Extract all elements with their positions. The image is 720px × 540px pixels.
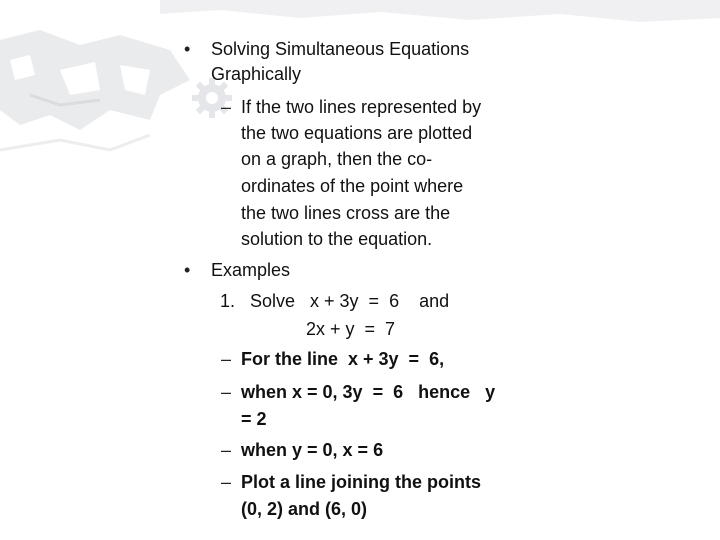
intro-line-4: ordinates of the point where	[241, 176, 464, 196]
dash-symbol: –	[221, 382, 232, 402]
intro-line-6: solution to the equation.	[241, 229, 433, 249]
bullet-heading-line2: Graphically	[211, 64, 302, 84]
step-4-line1: Plot a line joining the points	[241, 472, 481, 492]
bullet-heading-line1: Solving Simultaneous Equations	[211, 39, 470, 59]
intro-line-5: the two lines cross are the	[241, 203, 451, 223]
example-line-1: Solve x + 3y = 6 and	[250, 291, 450, 311]
step-4-line2: (0, 2) and (6, 0)	[241, 499, 368, 519]
bullet-heading-examples: Examples	[211, 260, 291, 280]
dash-symbol: –	[221, 97, 232, 117]
step-3-line1: when y = 0, x = 6	[241, 440, 384, 460]
example-line-2: 2x + y = 7	[306, 319, 396, 339]
dash-symbol: –	[221, 440, 232, 460]
bullet-symbol: •	[184, 260, 191, 280]
dash-symbol: –	[221, 349, 232, 369]
intro-line-1: If the two lines represented by	[241, 97, 482, 117]
intro-line-2: the two equations are plotted	[241, 123, 473, 143]
example-number: 1.	[220, 291, 236, 311]
step-1-line1: For the line x + 3y = 6,	[241, 349, 445, 369]
step-2-line2: = 2	[241, 409, 267, 429]
bullet-symbol: •	[184, 39, 191, 59]
intro-line-3: on a graph, then the co-	[241, 149, 433, 169]
dash-symbol: –	[221, 472, 232, 492]
step-2-line1: when x = 0, 3y = 6 hence y	[241, 382, 496, 402]
